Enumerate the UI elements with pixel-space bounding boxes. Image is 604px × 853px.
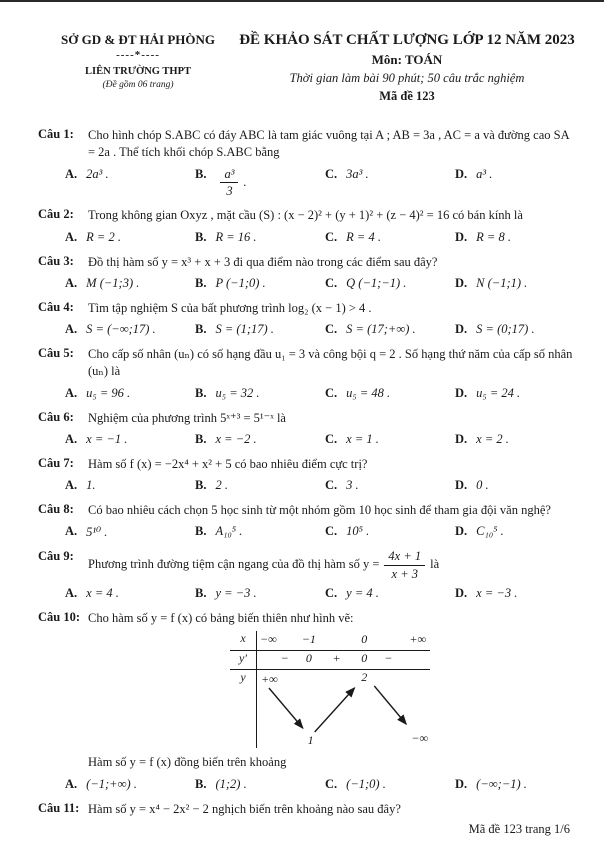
option-a <box>65 230 195 245</box>
option-value: (−∞;−1) . <box>476 776 527 791</box>
question-label: Câu 9: <box>38 549 74 564</box>
option-d <box>455 478 576 493</box>
fraction <box>220 167 238 199</box>
option-value: R = 2 . <box>86 229 121 244</box>
option-c <box>325 586 455 601</box>
question-text-before: Phương trình đường tiệm cận ngang của đồ thị hàm số y = <box>88 557 380 571</box>
option-key: C. <box>325 431 338 446</box>
question-text <box>88 549 576 581</box>
question-list <box>0 104 604 818</box>
y-value-top-left: +∞ <box>261 672 278 687</box>
yprime-sign: 0 <box>305 651 312 666</box>
option-value: u₅ = 32 . <box>215 385 260 400</box>
fraction-numerator: 4x + 1 <box>384 549 425 565</box>
option-value <box>215 167 246 199</box>
option-a <box>65 777 195 792</box>
option-d <box>455 167 576 182</box>
option-value: Q (−1;−1) . <box>346 275 407 290</box>
option-key: C. <box>325 586 338 600</box>
question-4 <box>38 300 576 337</box>
option-value: N (−1;1) . <box>476 275 528 290</box>
variation-table-row-y <box>230 670 430 748</box>
option-value: S = (−∞;17) . <box>86 322 156 336</box>
x-value: +∞ <box>409 632 426 647</box>
arrow-down-icon <box>374 686 406 724</box>
option-c <box>325 322 455 337</box>
variation-arrows <box>257 670 430 748</box>
option-key: C. <box>325 322 338 336</box>
yprime-sign: − <box>384 651 393 666</box>
option-value: 2 . <box>215 478 228 492</box>
option-value: u₅ = 24 . <box>476 385 521 400</box>
option-key: D. <box>455 166 468 181</box>
option-key: D. <box>455 431 468 446</box>
footer-page-info: Mã đề 123 trang 1/6 <box>468 822 570 836</box>
pages-note: (Đề gồm 06 trang) <box>102 80 174 90</box>
option-value: x = 1 . <box>346 431 379 446</box>
x-value: 0 <box>361 632 368 647</box>
question-9 <box>38 549 576 601</box>
question-label: Câu 5: <box>38 346 74 360</box>
option-value: C₁₀⁵ . <box>476 524 504 539</box>
option-a <box>65 524 195 540</box>
question-text: Cho hình chóp S.ABC có đáy ABC là tam giác vuông tại A ; AB = 3a , AC = a và đường cao SA = 2a . Thể tích khối chóp S.ABC bằng <box>88 128 569 160</box>
option-key: C. <box>325 166 338 181</box>
option-value: x = 2 . <box>476 431 509 446</box>
option-key: D. <box>455 586 468 600</box>
fraction-denominator: x + 3 <box>391 566 419 581</box>
option-c <box>325 276 455 291</box>
option-value: M (−1;3) . <box>86 275 140 290</box>
option-value: u₅ = 48 . <box>346 385 391 400</box>
option-key: D. <box>455 524 468 539</box>
option-d <box>455 777 576 792</box>
question-11 <box>38 801 576 818</box>
yprime-sign: 0 <box>361 651 368 666</box>
exam-time: Thời gian làm bài 90 phút; 50 câu trắc nghiệm <box>289 71 525 85</box>
option-value: 0 . <box>476 478 489 492</box>
yprime-sign: + <box>332 651 341 666</box>
option-value: y = −3 . <box>215 586 257 600</box>
option-value: R = 8 . <box>476 229 511 244</box>
org-name: SỞ GD & ĐT HẢI PHÒNG <box>61 32 215 47</box>
option-a <box>65 322 195 337</box>
option-value: P (−1;0) . <box>215 275 266 290</box>
question-text: Hàm số f (x) = −2x⁴ + x² + 5 có bao nhiêu điểm cực trị? <box>88 456 368 471</box>
question-label: Câu 6: <box>38 409 74 424</box>
option-c <box>325 777 455 792</box>
variation-table <box>230 631 430 748</box>
question-10 <box>38 610 576 792</box>
option-b <box>195 322 325 337</box>
options-row <box>65 167 576 199</box>
option-key: A. <box>65 478 78 492</box>
question-7 <box>38 456 576 493</box>
option-key: D. <box>455 275 468 290</box>
options-row <box>65 777 576 792</box>
option-key: A. <box>65 166 78 181</box>
option-key: C. <box>325 776 338 791</box>
option-key: A. <box>65 431 78 446</box>
question-text: Có bao nhiêu cách chọn 5 học sinh từ một nhóm gồm 10 học sinh để tham gia đội văn nghệ? <box>88 503 551 517</box>
star-divider: ----*---- <box>116 49 160 61</box>
question-label: Câu 4: <box>38 299 74 314</box>
fraction <box>384 549 425 581</box>
options-row <box>65 230 576 245</box>
options-row <box>65 524 576 540</box>
yprime-sign: − <box>280 651 289 666</box>
option-d <box>455 276 576 291</box>
option-value: S = (0;17) . <box>476 322 535 336</box>
y-value-bottom-right: −∞ <box>411 731 428 746</box>
question-5 <box>38 346 576 401</box>
option-d <box>455 524 576 539</box>
options-row <box>65 386 576 401</box>
option-c <box>325 524 455 539</box>
option-key: B. <box>195 322 207 336</box>
option-value: x = −3 . <box>476 586 518 600</box>
option-value: x = −1 . <box>86 431 128 446</box>
option-key: B. <box>195 776 207 791</box>
question-text: Tìm tập nghiệm S của bất phương trình log₂ (x − 1) > 4 . <box>88 300 372 315</box>
option-key: A. <box>65 322 78 336</box>
option-value: (−1;+∞) . <box>86 776 137 791</box>
fraction-denominator: 3 <box>226 183 233 198</box>
option-key: D. <box>455 776 468 791</box>
option-key: B. <box>195 275 207 290</box>
question-label: Câu 8: <box>38 502 74 516</box>
variation-table-row-yprime <box>230 651 430 670</box>
option-suffix: . <box>243 174 247 189</box>
options-row <box>65 478 576 493</box>
option-b <box>195 524 325 539</box>
option-key: D. <box>455 385 468 400</box>
question-label: Câu 11: <box>38 800 80 815</box>
option-b <box>195 478 325 493</box>
option-b <box>195 230 325 245</box>
option-b <box>195 586 325 601</box>
question-3 <box>38 254 576 291</box>
x-value: −∞ <box>260 632 277 647</box>
question-label: Câu 3: <box>38 253 74 268</box>
option-key: D. <box>455 229 468 244</box>
option-b <box>195 276 325 291</box>
option-a <box>65 478 195 493</box>
option-value: 10⁵ . <box>346 524 370 539</box>
option-value: x = −2 . <box>215 431 257 446</box>
option-key: B. <box>195 229 207 244</box>
option-d <box>455 586 576 601</box>
y-value-maximum: 2 <box>361 670 368 685</box>
options-row <box>65 586 576 601</box>
option-key: A. <box>65 229 78 244</box>
arrow-down-icon <box>269 688 303 728</box>
option-key: B. <box>195 385 207 400</box>
option-key: A. <box>65 776 78 791</box>
question-8 <box>38 502 576 540</box>
option-value: a³ . <box>476 166 493 181</box>
option-value: x = 4 . <box>86 586 119 600</box>
question-text: Trong không gian Oxyz , mặt cầu (S) : (x − 2)² + (y + 1)² + (z − 4)² = 16 có bán kính là <box>88 208 523 223</box>
option-key: C. <box>325 478 338 492</box>
option-value: S = (17;+∞) . <box>346 322 416 336</box>
option-b <box>195 777 325 792</box>
arrow-up-icon <box>315 688 355 732</box>
options-row <box>65 276 576 291</box>
option-value: A₁₀⁵ . <box>215 524 243 539</box>
variation-table-row-x <box>230 631 430 651</box>
option-b <box>195 432 325 447</box>
option-value: (1;2) . <box>215 776 247 791</box>
row-y-label: y <box>240 670 246 685</box>
exam-subject: Môn: TOÁN <box>371 52 443 67</box>
option-a <box>65 586 195 601</box>
options-row <box>65 432 576 447</box>
option-key: D. <box>455 322 468 336</box>
header-left-block <box>38 32 238 104</box>
option-value: 1. <box>86 478 96 492</box>
option-value: 3a³ . <box>346 166 369 181</box>
option-key: B. <box>195 478 207 492</box>
option-c <box>325 432 455 447</box>
option-key: A. <box>65 385 78 400</box>
option-c <box>325 386 455 401</box>
header-right-block <box>238 32 576 104</box>
school-name: LIÊN TRƯỜNG THPT <box>85 66 191 77</box>
option-key: B. <box>195 166 207 181</box>
option-c <box>325 167 455 182</box>
row-x-label: x <box>240 631 246 646</box>
option-a <box>65 386 195 401</box>
question-text-after: là <box>430 557 440 571</box>
question-1 <box>38 127 576 198</box>
option-key: B. <box>195 524 207 539</box>
option-key: D. <box>455 478 468 492</box>
options-row <box>65 322 576 337</box>
question-2 <box>38 207 576 244</box>
option-value: 5¹⁰ . <box>86 525 108 540</box>
option-value: R = 4 . <box>346 229 381 244</box>
option-c <box>325 230 455 245</box>
question-6 <box>38 410 576 447</box>
option-b <box>195 386 325 401</box>
row-yprime-label: y′ <box>239 651 247 666</box>
question-text: Cho hàm số y = f (x) có bảng biến thiên như hình vẽ: <box>88 611 354 625</box>
option-value: 3 . <box>346 478 359 492</box>
option-d <box>455 230 576 245</box>
question-text-2: Hàm số y = f (x) đồng biến trên khoảng <box>88 755 287 770</box>
question-label: Câu 2: <box>38 207 74 222</box>
x-value: −1 <box>301 632 316 647</box>
question-text: Đồ thị hàm số y = x³ + x + 3 đi qua điểm nào trong các điểm sau đây? <box>88 254 438 269</box>
option-a <box>65 276 195 291</box>
question-label: Câu 7: <box>38 455 74 470</box>
option-key: A. <box>65 524 78 539</box>
option-key: C. <box>325 229 338 244</box>
question-text: Nghiệm của phương trình 5ˣ⁺³ = 5¹⁻ˣ là <box>88 410 286 425</box>
option-key: A. <box>65 586 78 600</box>
y-value-minimum: 1 <box>307 733 314 748</box>
option-c <box>325 478 455 493</box>
option-a <box>65 432 195 447</box>
question-text: Hàm số y = x⁴ − 2x² − 2 nghịch biến trên khoảng nào sau đây? <box>88 801 401 816</box>
option-key: C. <box>325 275 338 290</box>
option-key: C. <box>325 524 338 539</box>
option-value: (−1;0) . <box>346 776 386 791</box>
exam-code: Mã đề 123 <box>379 89 435 103</box>
question-label: Câu 10: <box>38 610 81 624</box>
option-key: C. <box>325 385 338 400</box>
exam-title: ĐỀ KHẢO SÁT CHẤT LƯỢNG LỚP 12 NĂM 2023 <box>239 32 575 48</box>
option-key: B. <box>195 431 207 446</box>
option-key: B. <box>195 586 207 600</box>
option-value: u₅ = 96 . <box>86 385 131 400</box>
option-d <box>455 322 576 337</box>
option-d <box>455 432 576 447</box>
fraction-numerator: a³ <box>220 167 238 183</box>
option-value: 2a³ . <box>86 166 109 181</box>
option-a <box>65 167 195 182</box>
option-b <box>195 167 325 199</box>
option-d <box>455 386 576 401</box>
option-key: A. <box>65 275 78 290</box>
question-label: Câu 1: <box>38 127 74 141</box>
option-value: S = (1;17) . <box>215 322 274 336</box>
option-value: R = 16 . <box>215 229 257 244</box>
option-value: y = 4 . <box>346 586 379 600</box>
exam-header <box>0 2 604 104</box>
question-text: Cho cấp số nhân (uₙ) có số hạng đầu u₁ = 3 và công bội q = 2 . Số hạng thứ năm của cấp số nhân (uₙ) là <box>88 347 573 379</box>
